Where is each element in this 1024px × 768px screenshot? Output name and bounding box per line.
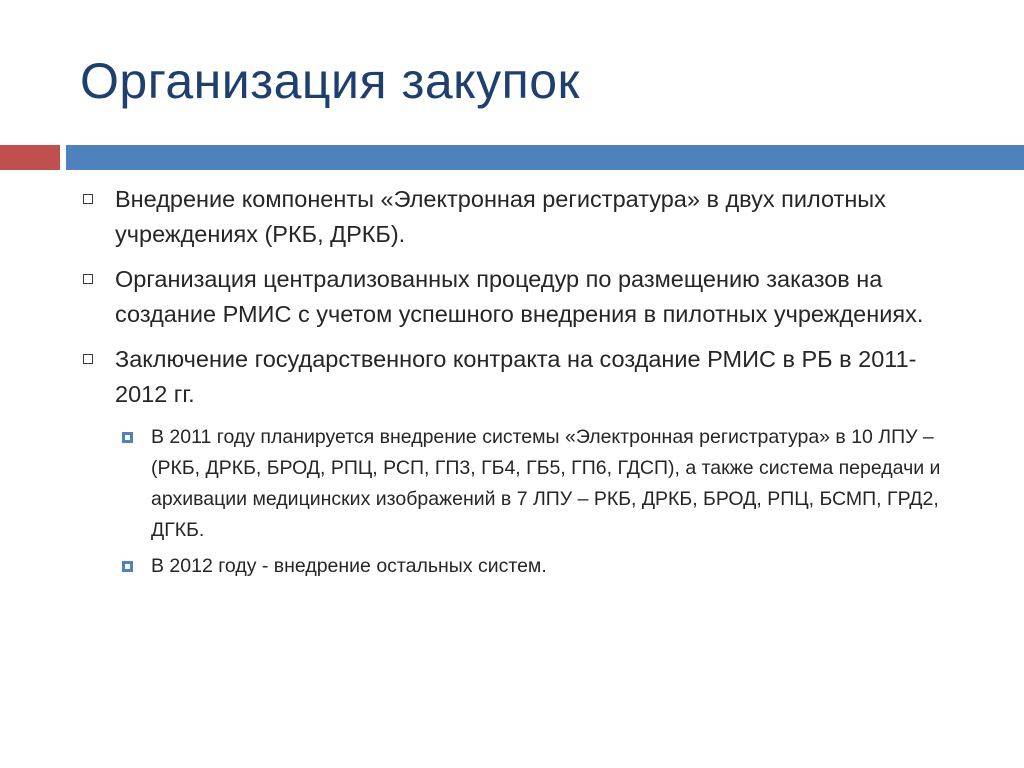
sub-bullet-item	[120, 422, 960, 546]
bullet-text: Внедрение компоненты «Электронная регистратура» в двух пилотных учреждениях (РКБ, ДРКБ).	[115, 186, 886, 247]
blue-square-bullet-icon	[122, 432, 133, 443]
blue-square-bullet-icon	[122, 561, 133, 572]
bullet-item	[80, 262, 960, 332]
sub-bullet-text: В 2012 году - внедрение остальных систем.	[151, 555, 547, 577]
bullet-item	[80, 182, 960, 252]
accent-bar-red	[0, 145, 60, 170]
bullet-text: Заключение государственного контракта на создание РМИС в РБ в 2011-2012 гг.	[115, 346, 917, 407]
bullet-item	[80, 342, 960, 412]
slide-title: Организация закупок	[80, 53, 580, 109]
sub-bullet-item	[120, 551, 960, 582]
bullet-text: Организация централизованных процедур по размещению заказов на создание РМИС с учетом успешного внедрения в пилотных учреждениях.	[115, 266, 924, 327]
hollow-square-bullet-icon	[83, 354, 93, 364]
sub-bullet-text: В 2011 году планируется внедрение системы «Электронная регистратура» в 10 ЛПУ – (РКБ, ДРКБ, БРОД, РПЦ, РСП, ГП3, ГБ4, ГБ5, ГП6, ГДСП), а также система передачи и архивации медицинских изображений в 7 ЛПУ – РКБ, ДРКБ, БРОД, РПЦ, БСМП, ГРД2, ДГКБ.	[151, 426, 941, 541]
accent-bar-blue	[66, 145, 1024, 170]
hollow-square-bullet-icon	[83, 274, 93, 284]
hollow-square-bullet-icon	[83, 194, 93, 204]
slide-content	[80, 182, 960, 587]
